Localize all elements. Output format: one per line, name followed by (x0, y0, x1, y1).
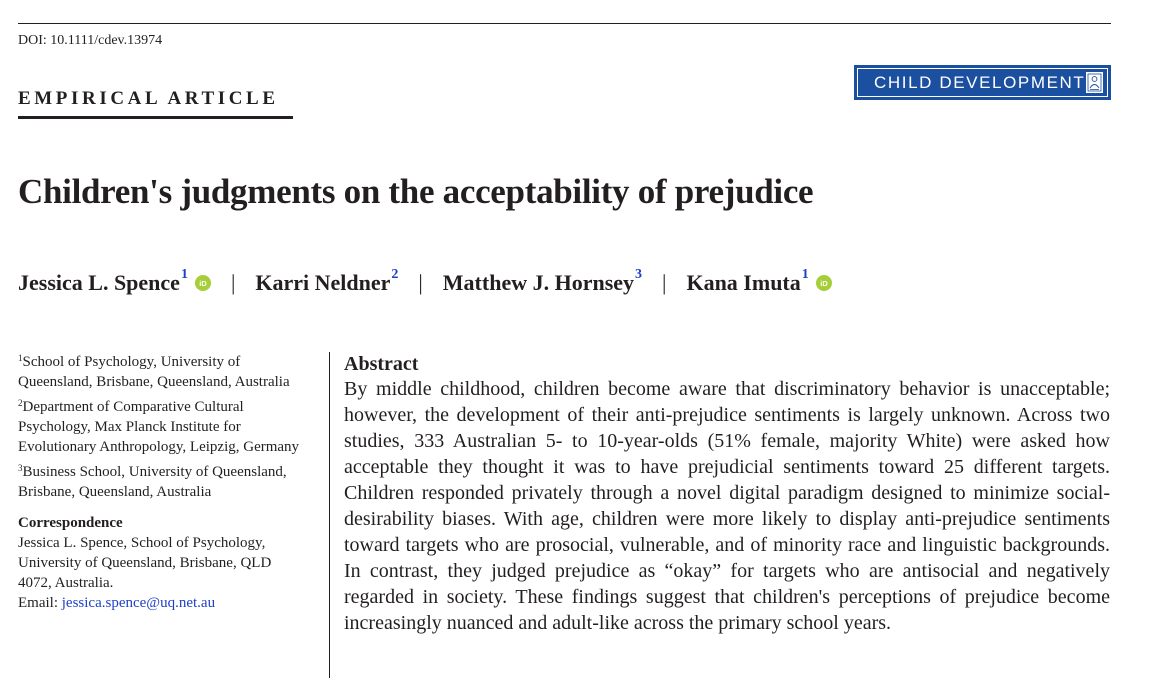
svg-text:iD: iD (820, 279, 828, 288)
column-divider (329, 352, 330, 678)
orcid-icon[interactable] (195, 275, 211, 291)
affiliation-item (18, 462, 308, 502)
correspondence-heading: Correspondence (18, 515, 123, 531)
affiliations-column (18, 352, 308, 613)
author-separator: | (418, 270, 423, 295)
email-label: Email: (18, 595, 62, 611)
journal-name: CHILD DEVELOPMENT (874, 72, 1086, 92)
abstract-section (344, 352, 1110, 636)
journal-badge[interactable] (854, 65, 1111, 100)
author-name[interactable]: Kana Imuta (686, 270, 801, 295)
email-link[interactable]: jessica.spence@uq.net.au (61, 595, 216, 611)
journal-emblem-icon (1086, 72, 1103, 93)
top-rule (18, 23, 1111, 24)
author-name[interactable]: Matthew J. Hornsey (442, 270, 635, 295)
author-spence[interactable]: Jessica L. Spence $^1$ iD (18, 270, 211, 296)
article-type-label: EMPIRICAL ARTICLE (18, 88, 279, 109)
author-name[interactable]: Jessica L. Spence (18, 270, 180, 295)
article-type-underline (18, 116, 293, 119)
author-name[interactable]: Karri Neldner (255, 270, 391, 295)
author-neldner[interactable]: Karri Neldner $^2$ (255, 267, 399, 295)
affiliation-item (18, 352, 308, 392)
affiliation-text: School of Psychology, University of Queensland, Brisbane, Queensland, Australia (18, 354, 290, 390)
orcid-icon[interactable] (816, 275, 832, 291)
affiliation-item (18, 397, 308, 457)
author-list (18, 267, 832, 296)
author-separator: | (230, 270, 236, 295)
abstract-text: By middle childhood, children become aware that discriminatory behavior is unacceptable; however, the development of their anti-prejudice sentiments is largely unknown. Across two studies, 333 Australian 5- to 10-year-olds (51% female, majority White) were asked how acceptable they thought it was to have prejudicial sentiments toward 25 different targets. Children responded privately through a novel digital paradigm designed to minimize social-desirability biases. With age, children were more likely to display anti-prejudice sentiments toward targets who are prosocial, vulnerable, and of minority race and linguistic backgrounds. In contrast, they judged prejudice as “okay” for targets who are antisocial and negatively regarded in society. These findings suggest that children's perceptions of prejudice become increasingly nuanced and adult-like across the primary school years. (344, 378, 1110, 634)
affiliation-number: 3 (18, 463, 23, 473)
affiliation-text: Department of Comparative Cultural Psychology, Max Planck Institute for Evolutionary Anthropology, Leipzig, Germany (18, 399, 300, 455)
correspondence-text: Jessica L. Spence, School of Psychology, University of Queensland, Brisbane, QLD 4072, Australia. (18, 535, 272, 591)
doi[interactable]: DOI: 10.1111/cdev.13974 (18, 33, 163, 48)
affiliation-number: 1 (18, 353, 23, 363)
author-separator: | (662, 270, 667, 295)
affiliation-number: 2 (18, 398, 23, 408)
author-imuta[interactable]: Kana Imuta $^1$ iD (686, 270, 831, 296)
author-hornsey[interactable]: Matthew J. Hornsey $^3$ (442, 267, 643, 295)
article-title: Children's judgments on the acceptability of prejudice (18, 172, 814, 211)
affiliation-text: Business School, University of Queensland, Brisbane, Queensland, Australia (18, 464, 287, 500)
abstract-heading: Abstract (344, 353, 419, 375)
svg-text:iD: iD (199, 279, 207, 288)
correspondence-email-line (18, 593, 308, 613)
